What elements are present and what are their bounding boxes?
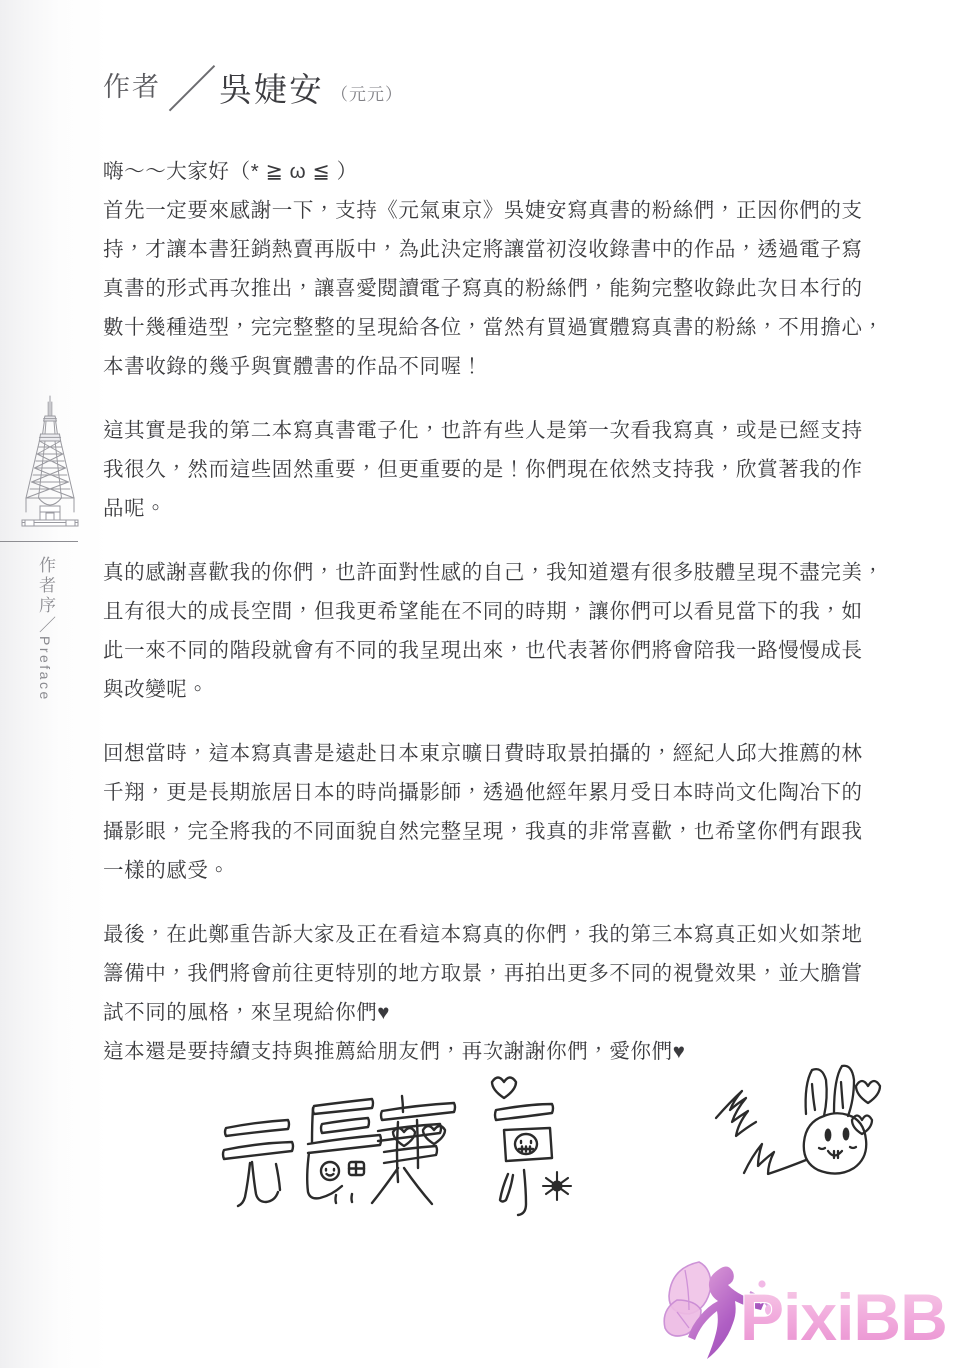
paragraph [103,734,903,890]
preface-body [103,152,903,1071]
paragraph-line: 一樣的感受。 [103,859,230,882]
paragraph-line: 我很久，然而這些固然重要，但更重要的是！你們現在依然支持我，欣賞著我的作 [103,458,863,481]
author-name: 吳婕安 [219,71,324,108]
watermark-pixibb [655,1248,950,1363]
watermark-text: PixiBB [740,1280,947,1354]
sidebar-divider [0,541,78,542]
title-slash: ／ [167,62,217,118]
paragraph-line: 數十幾種造型，完完整整的呈現給各位，當然有買過實體寫真書的粉絲，不用擔心， [103,316,884,339]
tokyo-tower-icon [14,394,86,530]
paragraph-line: 回想當時，這本寫真書是遠赴日本東京曠日費時取景拍攝的，經紀人邱大推薦的林 [103,742,863,765]
paragraph-line: 攝影眼，完全將我的不同面貌自然完整呈現，我真的非常喜歡，也希望你們有跟我 [103,820,863,843]
paragraph-line: 且有很大的成長空間，但我更希望能在不同的時期，讓你們可以看見當下的我，如 [103,600,863,623]
paragraph-line: 真書的形式再次推出，讓喜愛閱讀電子寫真的粉絲們，能夠完整收錄此次日本行的 [103,277,863,300]
paragraph-line: 籌備中，我們將會前往更特別的地方取景，再拍出更多不同的視覺效果，並大膽嘗 [103,962,863,985]
paragraph-line: 嗨～～大家好（* ≧ ω ≦ ） [103,160,358,183]
paragraph-line: 真的感謝喜歡我的你們，也許面對性感的自己，我知道還有很多肢體呈現不盡完美， [103,561,884,584]
sidebar-section-label [26,556,60,702]
author-alias: （元元） [331,85,403,104]
paragraph-line: 最後，在此鄭重告訴大家及正在看這本寫真的你們，我的第三本寫真正如火如荼地 [103,923,863,946]
sidebar-label-latin: Preface [37,636,53,702]
paragraph-line: 試不同的風格，來呈現給你們♥ [103,1001,391,1024]
handdrawn-bunny-doodle [700,1048,890,1213]
author-role-label: 作者 [103,72,161,102]
sidebar [0,386,96,806]
paragraph-line: 品呢。 [103,497,167,520]
paragraph-line: 千翔，更是長期旅居日本的時尚攝影師，透過他經年累月受日本時尚文化陶冶下的 [103,781,863,804]
paragraph-line: 這本還是要持續支持與推薦給朋友們，再次謝謝你們，愛你們♥ [103,1040,686,1063]
paragraph [103,152,903,386]
paragraph-line: 持，才讓本書狂銷熱賣再版中，為此決定將讓當初沒收錄書中的作品，透過電子寫 [103,238,863,261]
paragraph-line: 本書收錄的幾乎與實體書的作品不同喔！ [103,355,483,378]
page-title [103,62,403,118]
paragraph [103,411,903,528]
paragraph-line: 首先一定要來感謝一下，支持《元氣東京》吳婕安寫真書的粉絲們，正因你們的支 [103,199,863,222]
paragraph [103,553,903,709]
paragraph-line: 這其實是我的第二本寫真書電子化，也許有些人是第一次看我寫真，或是已經支持 [103,419,863,442]
sidebar-label-cjk: 作者序／ [36,556,55,636]
paragraph-line: 此一來不同的階段就會有不同的我呈現出來，也代表著你們將會陪我一路慢慢成長 [103,639,863,662]
paragraph-line: 與改變呢。 [103,678,209,701]
handdrawn-logo-genki-tokyo [212,1058,602,1243]
